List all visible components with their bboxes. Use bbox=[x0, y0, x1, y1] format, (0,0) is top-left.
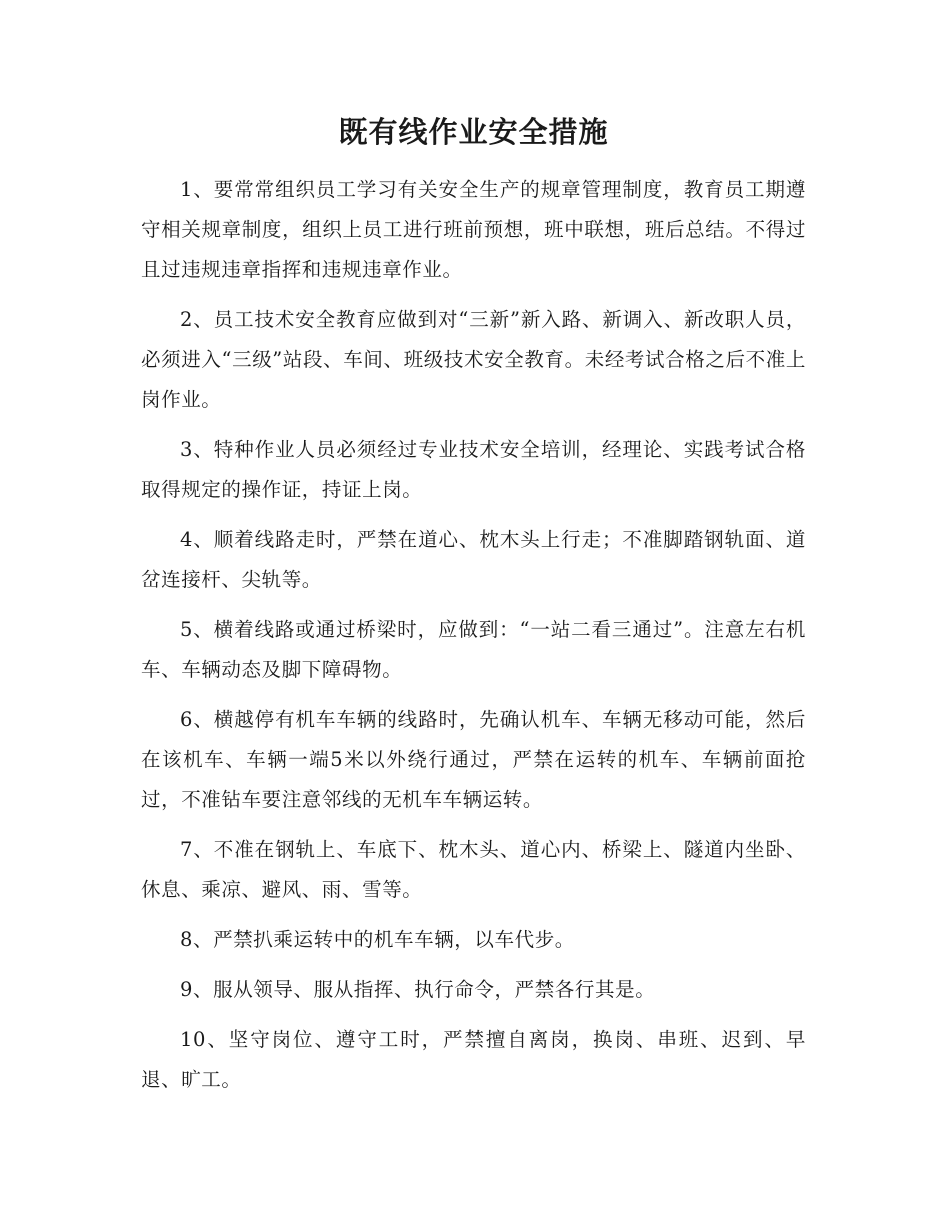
paragraph-3: 3、特种作业人员必须经过专业技术安全培训，经理论、实践考试合格取得规定的操作证，持证上岗。 bbox=[141, 438, 806, 501]
paragraph-5: 5、横着线路或通过桥梁时，应做到：“一站二看三通过”。注意左右机车、车辆动态及脚下障碍物。 bbox=[141, 618, 806, 681]
paragraph-9: 9、服从领导、服从指挥、执行命令，严禁各行其是。 bbox=[180, 978, 656, 1001]
paragraph-4: 4、顺着线路走时，严禁在道心、枕木头上行走；不准脚踏钢轨面、道岔连接杆、尖轨等。 bbox=[141, 528, 806, 591]
paragraph-10: 10、坚守岗位、遵守工时，严禁擅自离岗，换岗、串班、迟到、早退、旷工。 bbox=[141, 1028, 806, 1091]
document-page bbox=[141, 112, 806, 1110]
document-title: 既有线作业安全措施 bbox=[338, 115, 609, 149]
paragraph-2: 2、员工技术安全教育应做到对“三新”新入路、新调入、新改职人员，必须进入“三级”站段、车间、班级技术安全教育。未经考试合格之后不准上岗作业。 bbox=[141, 308, 806, 411]
paragraph-7: 7、不准在钢轨上、车底下、枕木头、道心内、桥梁上、隧道内坐卧、休息、乘凉、避风、雨、雪等。 bbox=[141, 838, 806, 901]
paragraph-1: 1、要常常组织员工学习有关安全生产的规章管理制度，教育员工期遵守相关规章制度，组织上员工进行班前预想，班中联想，班后总结。不得过且过违规违章指挥和违规违章作业。 bbox=[141, 178, 806, 281]
paragraph-8: 8、严禁扒乘运转中的机车车辆，以车代步。 bbox=[180, 928, 575, 951]
paragraph-6: 6、横越停有机车车辆的线路时，先确认机车、车辆无移动可能，然后在该机车、车辆一端5米以外绕行通过，严禁在运转的机车、车辆前面抢过，不准钻车要注意邻线的无机车车辆运转。 bbox=[141, 708, 806, 811]
